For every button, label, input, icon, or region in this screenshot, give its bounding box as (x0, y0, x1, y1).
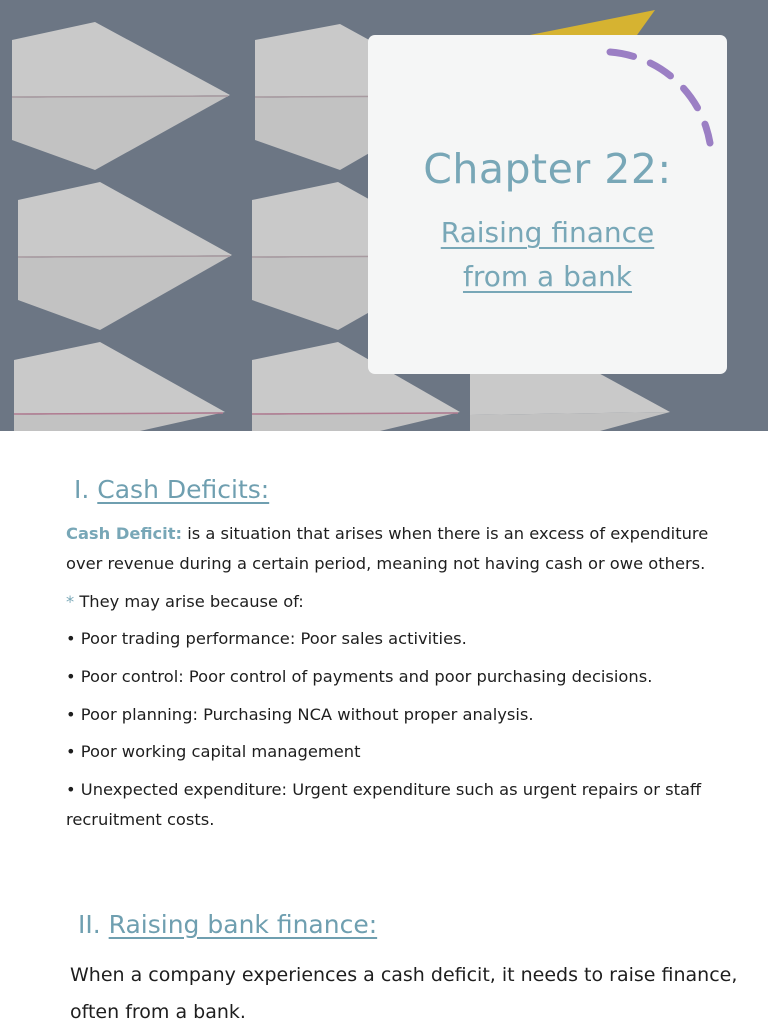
cash-deficit-definition (66, 519, 746, 579)
asterisk-marker: * (66, 592, 75, 611)
list-item: • Unexpected expenditure: Urgent expenditure such as urgent repairs or staff recruitment costs. (66, 780, 702, 829)
causes-intro (66, 587, 746, 617)
chapter-subtitle (368, 211, 727, 299)
section-2-body: When a company experiences a cash deficit, it needs to raise finance, often from a bank. (70, 964, 738, 1023)
decorative-arc-icon (604, 43, 724, 153)
list-item: • Poor working capital management (66, 742, 361, 761)
hero-banner (0, 0, 768, 431)
section-2-heading (78, 910, 377, 939)
causes-intro-text: They may arise because of: (74, 592, 304, 611)
subtitle-line-2: from a bank (462, 260, 632, 293)
list-item: • Poor planning: Purchasing NCA without proper analysis. (66, 705, 534, 724)
list-item: • Poor control: Poor control of payments and poor purchasing decisions. (66, 667, 653, 686)
list-item: • Poor trading performance: Poor sales activities. (66, 629, 467, 648)
chapter-title-card (368, 35, 727, 374)
section-2-number: II. (78, 910, 101, 939)
section-1-title: Cash Deficits: (97, 475, 270, 504)
definition-text: is a situation that arises when there is an excess of expenditure over revenue during a certain period, meaning not having cash or owe others. (66, 524, 709, 573)
section-1-heading (74, 475, 269, 504)
definition-term: Cash Deficit: (66, 524, 183, 543)
section-1-number: I. (74, 475, 90, 504)
subtitle-line-1: Raising finance (440, 216, 655, 249)
section-2-title: Raising bank finance: (108, 910, 378, 939)
chapter-title: Chapter 22: (423, 145, 672, 193)
